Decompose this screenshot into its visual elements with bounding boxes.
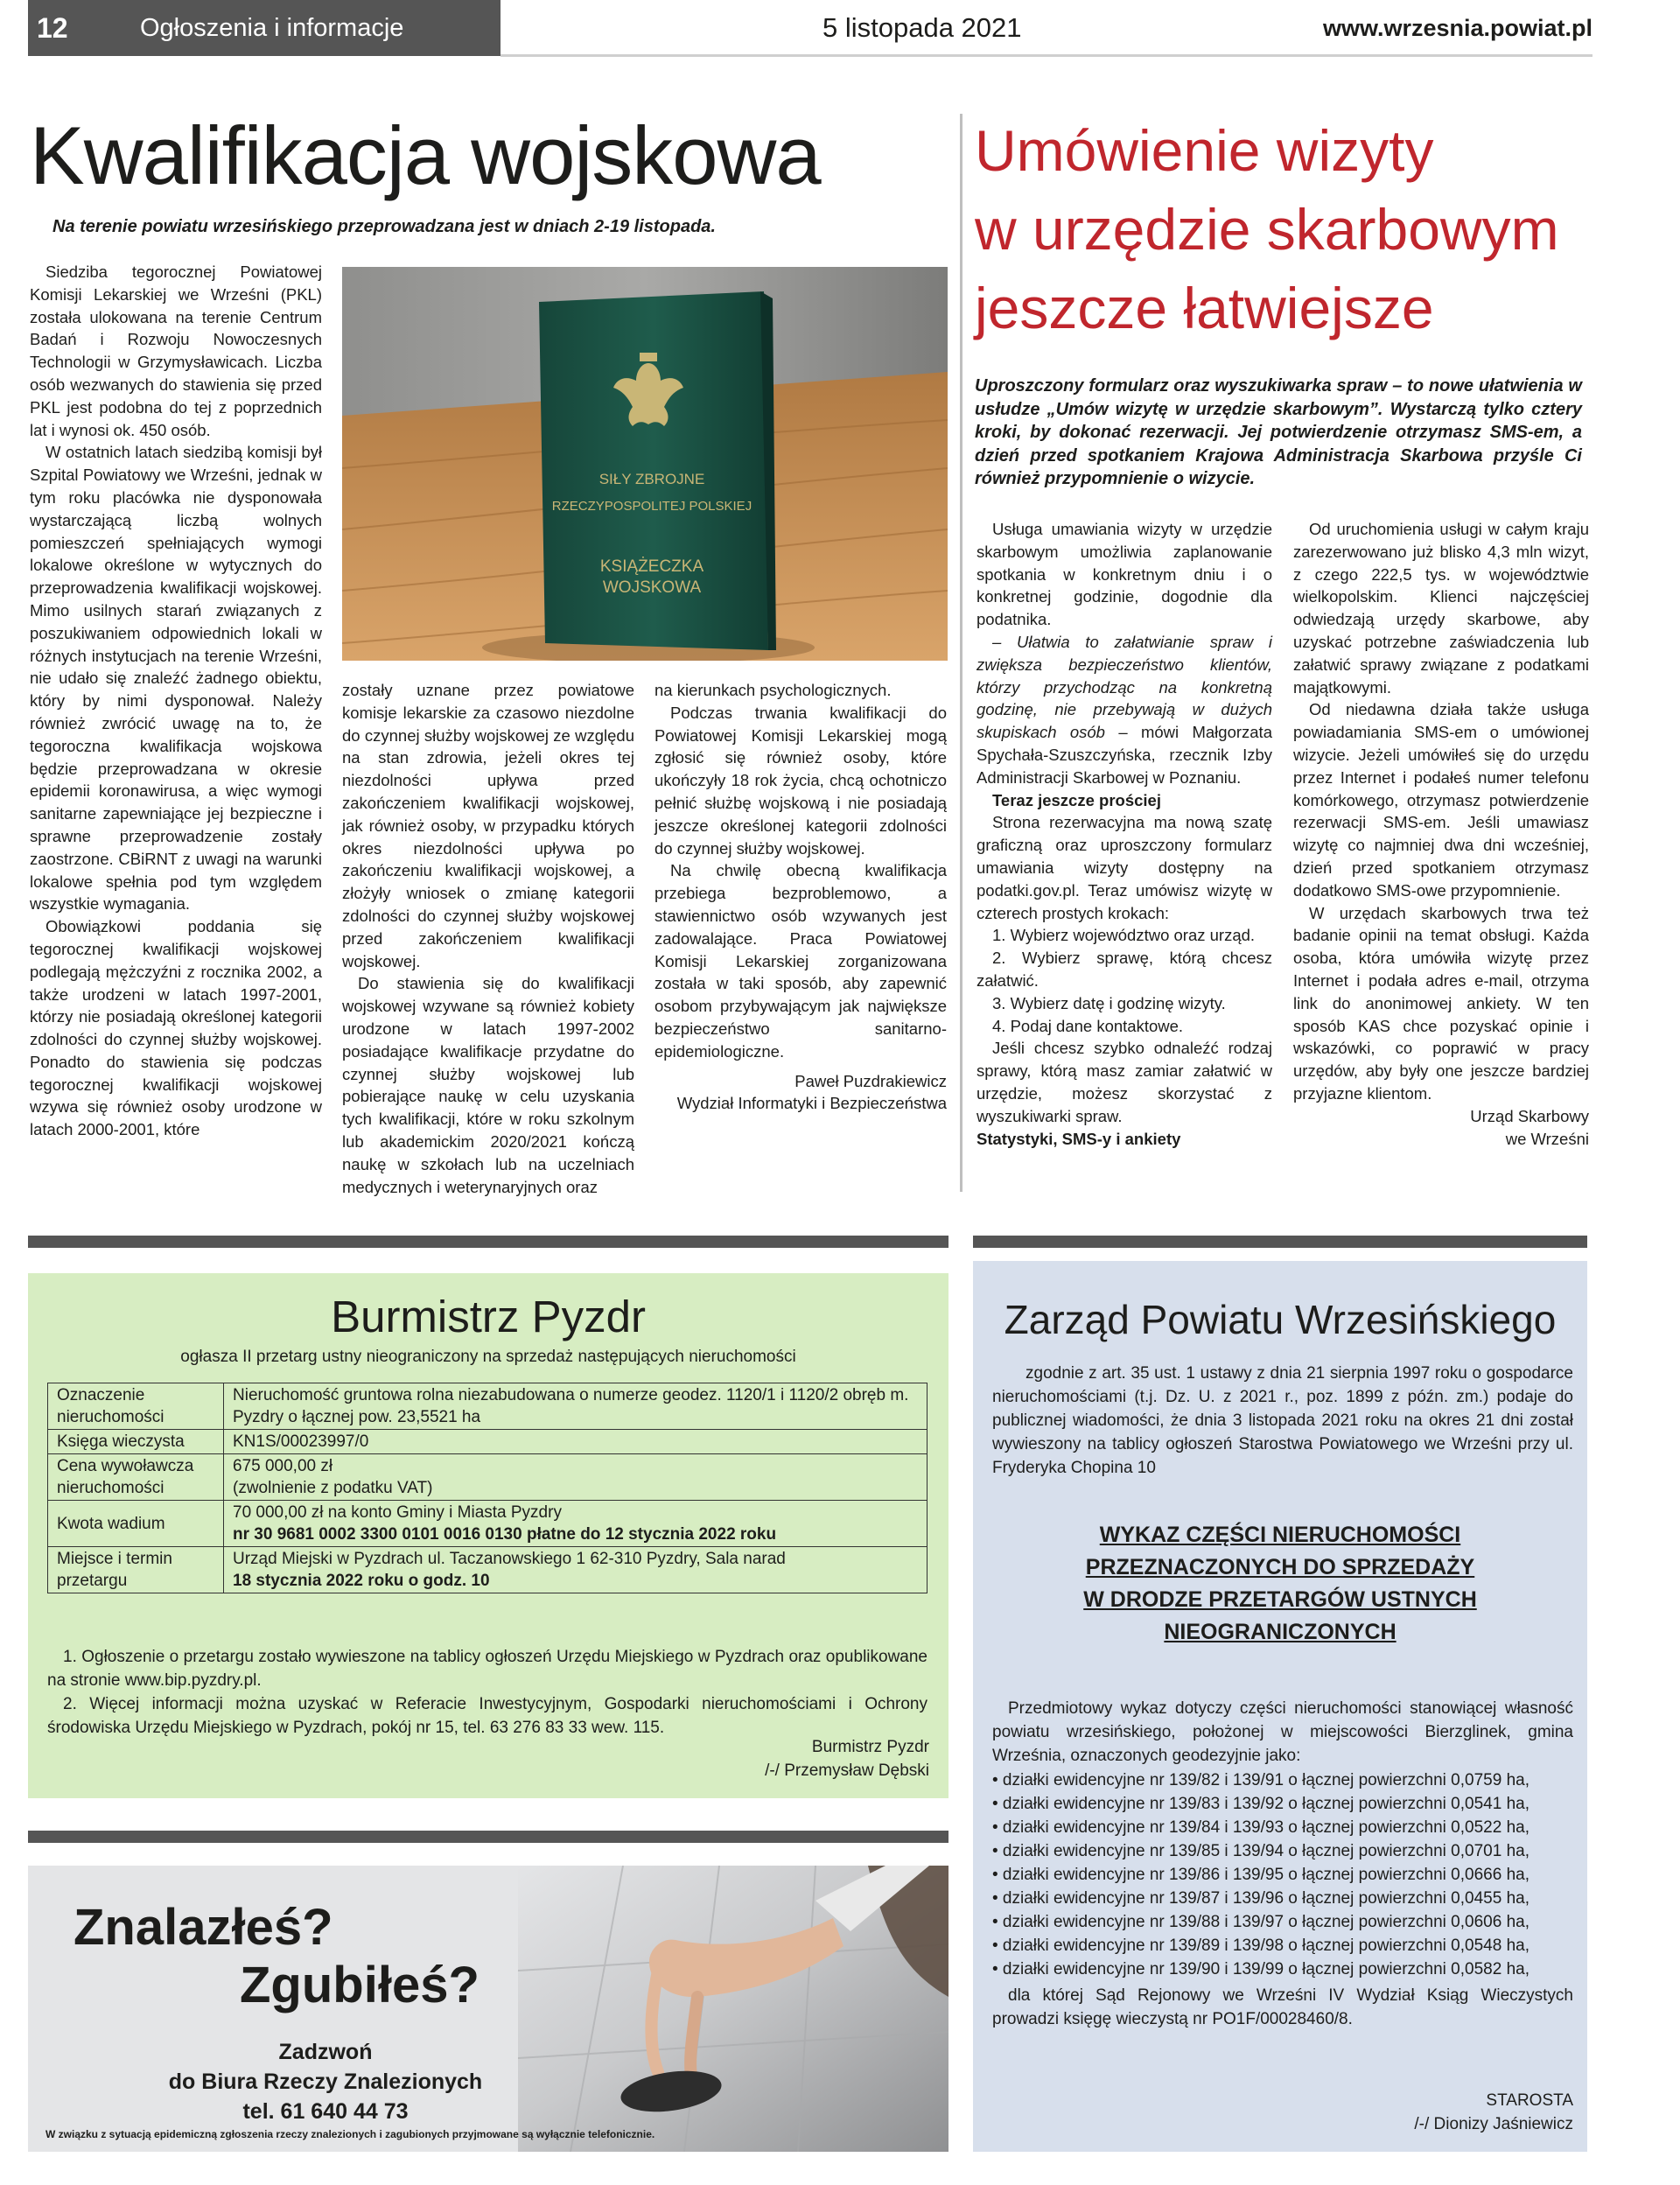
row-key: Oznaczenie nieruchomości — [48, 1383, 224, 1430]
parcel-item: • działki ewidencyjne nr 139/89 i 139/98 o łącznej powierzchni 0,0548 ha, — [992, 1936, 1530, 1955]
signature-line: we Wrześni — [1505, 1129, 1589, 1148]
heading-line: W DRODZE PRZETARGÓW USTNYCH — [1083, 1587, 1477, 1612]
signature-line: Burmistrz Pyzdr — [811, 1738, 929, 1756]
zarzad-intro: zgodnie z art. 35 ust. 1 ustawy z dnia 21 sierpnia 1997 roku o gospodarce nieruchomościami (t.j. Dz. U. z 2021 r., poz. 1899 z późn. zm.) podaje do publicznej wiadomości, że dnia 3 listopada 2021 roku na okres 21 dni został wywieszony na tablicy ogłoszeń Starostwa Powiatowego we Wrześni przy ul. Fryderyka Chopina 10 — [992, 1364, 1573, 1477]
value-line: KN1S/00023997/0 — [233, 1432, 369, 1451]
parcel-item: • działki ewidencyjne nr 139/86 i 139/95 o łącznej powierzchni 0,0666 ha, — [992, 1866, 1530, 1884]
row-value — [224, 1547, 928, 1593]
header-rule — [500, 54, 1592, 57]
military-col-1 — [30, 261, 322, 1141]
paragraph: Do stawienia się do kwalifikacji wojskowej wzywane są również kobiety urodzone w latach 1997-2002 posiadające kwalifikacje przydatne do czynnej służby wojskowej lub pobierające naukę w celu uzyskania tych kwalifikacji, które w roku szkolnym lub akademickim 2020/2021 kończą naukę w szkołach lub na uczelniach medycznych i weterynaryjnych oraz — [342, 974, 634, 1196]
signature-line: /-/ Dionizy Jaśniewicz — [1414, 2115, 1573, 2133]
value-line: Urząd Miejski w Pyzdrach ul. Taczanowskiego 1 62-310 Pyzdry, Sala narad — [233, 1550, 786, 1568]
note-item: 1. Ogłoszenie o przetargu zostało wywieszone na tablicy ogłoszeń Urzędu Miejskiego w Pyzdrach oraz opublikowane na stronie www.bip.pyzdry.pl. — [47, 1648, 928, 1690]
quote: – Ułatwia to załatwianie spraw i zwiększa bezpieczeństwo klientów, którzy przychodząc na konkretną godzinę, nie przebywają w dużych skupiskach osób — [976, 632, 1272, 742]
military-booklet-photo — [342, 267, 948, 661]
parcel-item: • działki ewidencyjne nr 139/87 i 139/96 o łącznej powierzchni 0,0455 ha, — [992, 1889, 1530, 1908]
paragraph: Od uruchomienia usługi w całym kraju zarezerwowano już blisko 4,3 mln wizyt, z czego 222,5 tys. w województwie wielkopolskim. Klienci najczęściej odwiedzają urzędy skarbowe, aby uzyskać potrzebne zaświadczenia lub załatwić sprawy związane z podatkami majątkowymi. — [1293, 520, 1589, 697]
subheading: Statystyki, SMS-y i ankiety — [976, 1129, 1181, 1148]
website-link[interactable]: www.wrzesnia.powiat.pl — [1322, 15, 1592, 41]
paragraph: Podczas trwania kwalifikacji do Powiatowej Komisji Lekarskiej mogą zgłosić się również osoby, które ukończyły 18 rok życia, chcą ochotniczo pełnić służbę wojskową i nie posiadają jeszcze określonej kategorii zdolności do czynnej służby wojskowej. — [654, 703, 947, 858]
value-line: 70 000,00 zł na konto Gminy i Miasta Pyzdry — [233, 1503, 562, 1522]
table-row — [48, 1383, 928, 1430]
military-article-lead: Na terenie powiatu wrzesińskiego przeprowadzana jest w dniach 2-19 listopada. — [52, 217, 716, 236]
table-row — [48, 1430, 928, 1454]
zarzad-title: Zarząd Powiatu Wrzesińskiego — [1004, 1297, 1557, 1342]
lost-found-footnote: W związku z sytuacją epidemiczną zgłoszenia rzeczy znalezionych i zagubionych przyjmowane są wyłącznie telefonicznie. — [46, 2128, 655, 2140]
pyzdry-notes — [47, 1645, 928, 1740]
parcel-item: • działki ewidencyjne nr 139/85 i 139/94 o łącznej powierzchni 0,0701 ha, — [992, 1842, 1530, 1860]
booklet-text-4: WOJSKOWA — [602, 578, 702, 597]
section-name: Ogłoszenia i informacje — [140, 14, 404, 42]
author-department: Wydział Informatyki i Bezpieczeństwa — [676, 1094, 947, 1113]
section-bar — [28, 1236, 948, 1248]
table-row — [48, 1547, 928, 1593]
value-line: 675 000,00 zł — [233, 1457, 333, 1475]
row-value — [224, 1430, 928, 1454]
table-row — [48, 1454, 928, 1501]
paragraph: Jeśli chcesz szybko odnaleźć rodzaj sprawy, którą masz zamiar załatwić w urzędzie, możesz skorzystać z wyszukiwarki spraw. — [976, 1039, 1272, 1125]
section-bar — [28, 1831, 948, 1843]
signature-line: STAROSTA — [1486, 2091, 1573, 2110]
paragraph: W urzędach skarbowych trwa też badanie opinii na temat obsługi. Każda osoba, która umówiła wizytę przez Internet i podała adres e-mail, otrzyma link do anonimowej ankiety. W ten sposób KAS chce pozyskać opinie i wskazówki, co poprawić w pracy urzędów, aby były one jeszcze bardziej przyjazne klientom. — [1293, 903, 1589, 1103]
paragraph: Usługa umawiania wizyty w urzędzie skarbowym umożliwia zaplanowanie spotkania w konkretnym dniu i o konkretnej godzinie, dogodnie dla podatnika. — [976, 520, 1272, 629]
military-col-3 — [654, 679, 947, 1115]
contact-line: Zadzwoń — [278, 2040, 373, 2064]
value-line-bold: nr 30 9681 0002 3300 0101 0016 0130 płatne do 12 stycznia 2022 roku — [233, 1525, 777, 1544]
booklet-text-2: RZECZYPOSPOLITEJ POLSKIEJ — [551, 499, 752, 514]
lost-found-ad — [28, 1866, 948, 2152]
tax-col-1 — [976, 518, 1272, 1150]
title-line: jeszcze łatwiejsze — [975, 276, 1434, 340]
row-key: Miejsce i termin przetargu — [48, 1547, 224, 1593]
note-item: 2. Więcej informacji można uzyskać w Referacie Inwestycyjnym, Gospodarki nieruchomościami i Ochrony środowiska Urzędu Miejskiego w Pyzdrach, pokój nr 15, tel. 63 276 83 33 wew. 115. — [47, 1695, 928, 1737]
value-line: (zwolnienie z podatku VAT) — [233, 1479, 433, 1497]
row-value — [224, 1454, 928, 1501]
step-item: 1. Wybierz województwo oraz urząd. — [992, 926, 1256, 945]
tax-article-title — [975, 116, 1592, 343]
heading-line: PRZEZNACZONYCH DO SPRZEDAŻY — [1085, 1555, 1475, 1579]
pyzdry-signature — [640, 1735, 929, 1782]
tax-article-lead: Uproszczony formularz oraz wyszukiwarka spraw – to nowe ułatwienia w usłudze „Umów wizytę w urzędzie skarbowym”. Wystarczą tylko cztery kroki, by dokonać rezerwacji. Jej potwierdzenie otrzymasz SMS-em, a dzień przed spotkaniem Krajowa Administracja Skarbowa przyśle Ci również przypomnienie o wizycie. — [975, 376, 1582, 488]
pyzdry-title: Burmistrz Pyzdr — [331, 1292, 646, 1341]
parcel-item: • działki ewidencyjne nr 139/84 i 139/93 o łącznej powierzchni 0,0522 ha, — [992, 1818, 1530, 1837]
contact-line: do Biura Rzeczy Znalezionych — [168, 2069, 483, 2094]
signature-line: /-/ Przemysław Dębski — [765, 1761, 929, 1780]
step-item: 2. Wybierz sprawę, którą chcesz załatwić. — [976, 949, 1272, 990]
parcel-item: • działki ewidencyjne nr 139/90 i 139/99 o łącznej powierzchni 0,0582 ha, — [992, 1960, 1530, 1978]
photo-svg — [342, 267, 948, 661]
author-name: Paweł Puzdrakiewicz — [794, 1071, 947, 1090]
heading-line: WYKAZ CZĘŚCI NIERUCHOMOŚCI — [1099, 1523, 1461, 1547]
military-col-2 — [342, 679, 634, 1198]
title-line: Umówienie wizyty — [975, 118, 1434, 183]
pyzdry-announcement — [28, 1273, 948, 1798]
section-label — [117, 0, 500, 56]
tax-col-2 — [1293, 518, 1589, 1150]
zarzad-announcement — [973, 1261, 1587, 2152]
step-item: 4. Podaj dane kontaktowe. — [992, 1016, 1184, 1035]
value-line-bold: 18 stycznia 2022 roku o godz. 10 — [233, 1572, 490, 1590]
paragraph: na kierunkach psychologicznych. — [654, 681, 892, 699]
paragraph: Obowiązkowi poddania się tegorocznej kwalifikacji wojskowej podlegają mężczyźni z rocznika 2002, a także urodzeni w latach 1997-2001, którzy nie posiadają określonej kategorii zdolności do czynnej służby wojskowej. Ponadto do stawienia się podczas tegorocznej kwalifikacji wojskowej wzywa się również osoby urodzone w latach 2000-2001, które — [30, 917, 322, 1139]
zarzad-signature — [1306, 2089, 1573, 2136]
parcel-item: • działki ewidencyjne nr 139/83 i 139/92 o łącznej powierzchni 0,0541 ha, — [992, 1795, 1530, 1813]
paragraph: Na chwilę obecną kwalifikacja przebiega bezproblemowo, a stawiennictwo osób wzywanych jest zadowalające. Praca Powiatowej Komisji Lekarskiej zorganizowana została w taki sposób, aby zapewnić osobom przybywającym jak największe bezpieczeństwo sanitarno-epidemiologiczne. — [654, 861, 947, 1061]
lost-found-contact — [80, 2037, 570, 2126]
paragraph: Od niedawna działa także usługa powiadamiania SMS-em o umówionej wizycie. Jeżeli umówiłeś się do urzędu przez Internet i podałeś numer telefonu komórkowego, otrzymasz potwierdzenie rezerwacji SMS-em. Jeśli umawiasz wizytę co najmniej dwa dni wcześniej, dzień przed spotkaniem otrzymasz dodatkowo SMS-owe przypomnienie. — [1293, 700, 1589, 900]
paragraph: zostały uznane przez powiatowe komisje lekarskie za czasowo niezdolne do czynnej służby wojskowej ze względu na stan zdrowia, jeżeli okres tej niezdolności upływa przed zakończeniem kwalifikacji wojskowej, jak również osoby, w przypadku których okres niezdolności upływa po zakończeniu kwalifikacji wojskowej, a złożyły wniosek o zmianę kategorii zdolności do czynnej służby wojskowej przed zakończeniem kwalifikacji wojskowej. — [342, 681, 634, 970]
property-table — [47, 1383, 928, 1593]
military-article-title: Kwalifikacja wojskowa — [30, 109, 821, 201]
page-number: 12 — [28, 0, 117, 56]
lost-found-line-1: Znalazłeś? — [74, 1899, 333, 1956]
booklet-text-1: SIŁY ZBROJNE — [598, 471, 705, 487]
booklet-text-3: KSIĄŻECZKA — [599, 557, 704, 576]
court-note: dla której Sąd Rejonowy we Wrześni IV Wydział Ksiąg Wieczystych prowadzi księgę wieczystą nr PO1F/00028460/8. — [992, 1986, 1573, 2028]
section-bar — [973, 1236, 1587, 1248]
heading-line: NIEOGRANICZONYCH — [1164, 1620, 1396, 1644]
paragraph: W ostatnich latach siedzibą komisji był Szpital Powiatowy we Wrześni, jednak w tym roku placówka nie dysponowała wystarczającą liczbą wolnych pomieszczeń spełniających wymogi lokalowe określone w wytycznych do przeprowadzenia kwalifikacji wojskowej. Mimo usilnych starań związanych z poszukiwaniem odpowiednich lokali w różnych instytucjach na terenie Wrześni, nie udało się znaleźć żadnego obiektu, który by nimi dysponował. Należy również zwrócić uwagę na to, że tegoroczna kwalifikacja wojskowa będzie przeprowadzana w okresie epidemii koronawirusa, a więc wymogi sanitarne zapewniające jej bezpieczne i sprawne przeprowadzenie zostały zaostrzone. CBiRNT z uwagi na warunki lokalowe spełnia pod tym względem wszystkie wymagania. — [30, 443, 322, 914]
pyzdry-subtitle: ogłasza II przetarg ustny nieograniczony na sprzedaż następujących nieruchomości — [180, 1348, 796, 1366]
row-key: Kwota wadium — [48, 1501, 224, 1547]
quote-paragraph — [976, 631, 1272, 789]
row-key: Cena wywoławcza nieruchomości — [48, 1454, 224, 1501]
wykaz-heading — [973, 1519, 1587, 1649]
parcel-item: • działki ewidencyjne nr 139/82 i 139/91 o łącznej powierzchni 0,0759 ha, — [992, 1771, 1530, 1789]
parcel-item: • działki ewidencyjne nr 139/88 i 139/97 o łącznej powierzchni 0,0606 ha, — [992, 1913, 1530, 1931]
phone-number: tel. 61 640 44 73 — [242, 2099, 409, 2124]
value-line: Nieruchomość gruntowa rolna niezabudowana o numerze geodez. 1120/1 i 1120/2 obręb m. Pyzdry o łącznej pow. 23,5521 ha — [233, 1386, 909, 1426]
column-separator — [960, 114, 962, 1192]
step-item: 3. Wybierz datę i godzinę wizyty. — [992, 993, 1226, 1012]
title-line: w urzędzie skarbowym — [975, 197, 1559, 262]
issue-date: 5 listopada 2021 — [822, 12, 1022, 43]
row-value — [224, 1383, 928, 1430]
paragraph: Strona rezerwacyjna ma nową szatę graficzną oraz uproszczony formularz umawiania wizyty dostępny na podatki.gov.pl. Teraz umówisz wizytę w czterech prostych krokach: — [976, 813, 1272, 922]
quote-attribution: – mówi Małgorzata Spychała-Szuszczyńska, rzecznik Izby Administracji Skarbowej w Poznaniu. — [976, 723, 1272, 787]
table-row — [48, 1501, 928, 1547]
parcel-list — [992, 1768, 1578, 1981]
hand-picking-wallet-illustration — [518, 1866, 948, 2152]
subheading: Teraz jeszcze prościej — [992, 790, 1161, 809]
row-key: Księga wieczysta — [48, 1430, 224, 1454]
row-value — [224, 1501, 928, 1547]
lost-found-line-2: Zgubiłeś? — [240, 1957, 480, 2013]
signature-line: Urząd Skarbowy — [1470, 1106, 1589, 1125]
wykaz-description: Przedmiotowy wykaz dotyczy części nieruchomości stanowiącej własność powiatu wrzesińskiego, położonej w miejscowości Bierzglinek, gmina Września, oznaczonych geodezyjnie jako: — [992, 1699, 1573, 1765]
paragraph: Siedziba tegorocznej Powiatowej Komisji Lekarskiej we Wrześni (PKL) została ulokowana na terenie Centrum Badań i Rozwoju Nowoczesnych Technologii w Grzymysławicach. Liczba osób wezwanych do stawienia się przed PKL jest podobna do tej z poprzednich lat i wynosi ok. 450 osób. — [30, 263, 322, 439]
